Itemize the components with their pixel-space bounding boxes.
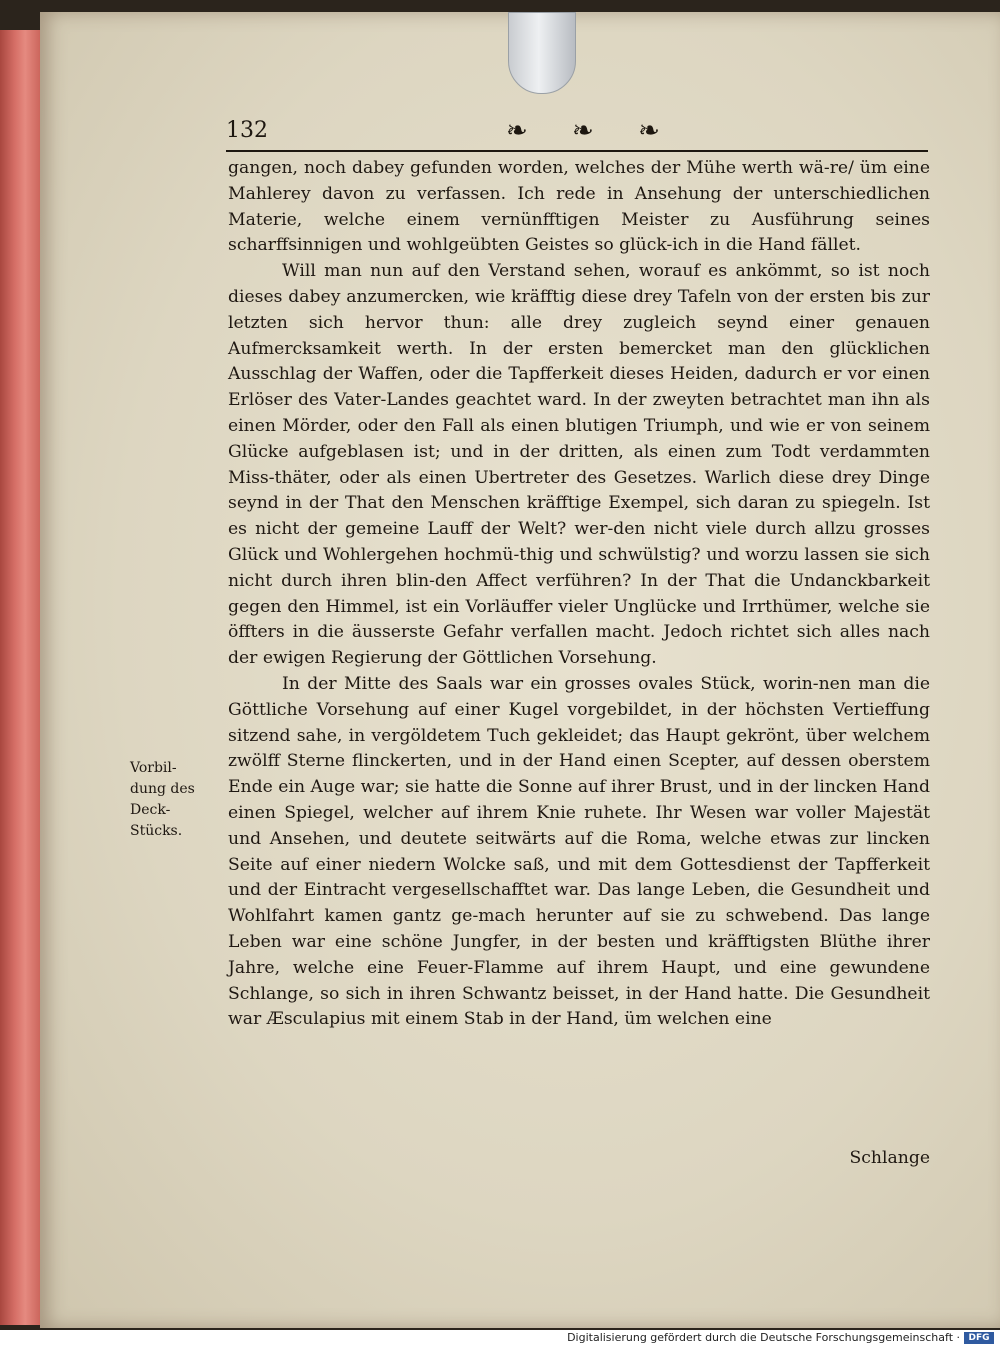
header-ornament: ❧ ❧ ❧ [506,116,678,146]
page-header [226,118,928,152]
dfg-logo: DFG [964,1332,994,1344]
paragraph: gangen, noch dabey gefunden worden, welches der Mühe werth wä-re/ üm eine Mahlerey davon zu verfassen. Ich rede in Ansehung der unterschiedlichen Materie, welche einem vernünfftigen Meister zu Ausführung seines scharffsinnigen und wohlgeübten Geistes so glück-ich in die Hand fället. [228,158,930,256]
catchword: Schlange [849,1148,930,1168]
margin-note: Vorbil- dung des Deck- Stücks. [130,760,195,839]
body-text [228,156,930,1033]
page-number: 132 [226,118,268,143]
paragraph: In der Mitte des Saals war ein grosses ovales Stück, worin-nen man die Göttliche Vorsehung auf einer Kugel vorgebildet, in der höchsten Vertieffung sitzend sahe, in vergöldetem Tuch gekleidet; das Haupt gekrönt, über welchem zwölff Sterne flinckerten, und in der Hand einen Scepter, auf dessen oberstem Ende ein Auge war; sie hatte die Sonne auf ihrer Brust, und in der lincken Hand einen Spiegel, welcher auf ihrem Knie ruhete. Ihr Wesen war voller Majestät und Ansehen, und deutete seitwärts auf die Roma, welche etwas zur lincken Seite auf einer niedern Wolcke saß, und mit dem Gottesdienst der Tapfferkeit und der Eintracht vergesellschafftet war. Das lange Leben, die Gesundheit und Wohlfahrt kamen gantz ge-mach herunter auf sie zu schwebend. Das lange Leben war eine schöne Jungfer, in der besten und kräfftigsten Blüthe ihrer Jahre, welche eine Feuer-Flamme auf ihrem Haupt, und eine gewundene Schlange, so sich in ihren Schwantz beisset, in der Hand hatte. Die Gesundheit war Æsculapius mit einem Stab in der Hand, üm welchen eine [228,673,930,1030]
page-clip [508,12,576,94]
paragraph: Will man nun auf den Verstand sehen, worauf es ankömmt, so ist noch dieses dabey anzumercken, wie kräfftig diese drey Tafeln von der ersten bis zur letzten sich hervor thun: alle drey zugleich seynd einer genauen Aufmercksamkeit werth. In der ersten bemercket man den glücklichen Ausschlag der Waffen, oder die Tapfferkeit dieses Heiden, dadurch er vor einen Erlöser des Vater-Landes geachtet ward. In der zweyten betrachtet man ihn als einen Mörder, oder den Fall als einen blutigen Triumph, und wie er von seinem Glücke aufgeblasen ist; und in der dritten, als einen zum Todt verdammten Miss-thäter, oder als einen Ubertreter des Gesetzes. Warlich diese drey Dinge seynd in der That den Menschen kräfftige Exempel, sich daran zu spiegeln. Ist es nicht der gemeine Lauff der Welt? wer-den nicht viele durch allzu grosses Glück und Wohlergehen hochmü-thig und schwülstig? und worzu lassen sie sich nicht durch ihren blin-den Affect verführen? In der That die Undanckbarkeit gegen den Himmel, ist ein Vorläuffer vieler Unglücke und Irrthümer, welche sie öffters in die äusserste Gefahr verfallen macht. Jedoch richtet sich alles nach der ewigen Regierung der Göttlichen Vorsehung. [228,261,930,669]
footer-bar [0,1330,1000,1347]
funding-notice: Digitalisierung gefördert durch die Deutsche Forschungsgemeinschaft · [567,1331,960,1344]
header-rule [226,150,928,152]
page-edge [0,30,44,1325]
